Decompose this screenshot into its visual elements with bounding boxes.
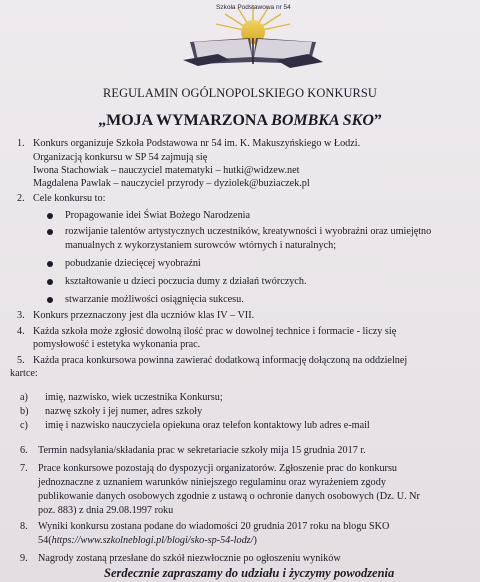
goal-bullet-5: stwarzanie możliwości osiągnięcia sukcesu. bbox=[65, 294, 244, 305]
item-4-line-2: pomysłowość i estetyka wykonania prac. bbox=[33, 339, 201, 350]
bullet-dot bbox=[47, 297, 53, 303]
bullet-dot bbox=[47, 261, 53, 267]
item-8-number: 8. bbox=[20, 521, 28, 532]
item-5-line-2: kartce: bbox=[10, 368, 38, 379]
goal-bullet-2: rozwijanie talentów artystycznych uczestników, kreatywności i wyobraźni oraz umiejętno bbox=[65, 226, 432, 237]
item-3-number: 3. bbox=[17, 310, 25, 321]
item-8-line-1: Wyniki konkursu zostana podane do wiadomości 20 grudnia 2017 roku na blogu SKO bbox=[38, 521, 390, 532]
bullet-dot bbox=[47, 213, 53, 219]
item-9-text: Nagrody zostaną przesłane do szkół niezwłocznie po ogłoszeniu wyników bbox=[38, 553, 341, 564]
item-7-line-4: poz. 883) z dnia 29.08.1997 roku bbox=[38, 505, 174, 516]
item-4-number: 4. bbox=[17, 326, 25, 337]
subitem-b-letter: b) bbox=[20, 406, 29, 417]
goal-bullet-2-cont: manualnych z wykorzystaniem surowców wtórnych i naturalnych; bbox=[65, 240, 337, 251]
item-6-text: Termin nadsyłania/składania prac w sekretariacie szkoły mija 15 grudnia 2017 r. bbox=[38, 445, 366, 456]
goal-bullet-1: Propagowanie idei Świat Bożego Narodzenia bbox=[65, 210, 251, 221]
school-book-sun-logo bbox=[178, 2, 328, 72]
item-2-label: Cele konkursu to: bbox=[33, 193, 106, 204]
item-5-number: 5. bbox=[17, 355, 25, 366]
closing-invitation: Serdecznie zapraszamy do udziału i życzymy powodzenia bbox=[104, 566, 395, 580]
item-1-line-2: Organizacją konkursu w SP 54 zajmują się bbox=[33, 152, 208, 163]
school-logo-label: Szkoła Podstawowa nr 54 bbox=[216, 4, 291, 11]
subitem-b-text: nazwę szkoły i jej numer, adres szkoły bbox=[45, 406, 203, 417]
subitem-c-letter: c) bbox=[20, 420, 28, 431]
item-1-number: 1. bbox=[17, 138, 25, 149]
subitem-c-text: imię i nazwisko nauczyciela opiekuna oraz telefon kontaktowy lub adres e-mail bbox=[45, 420, 370, 431]
item-1-line-1: Konkurs organizuje Szkoła Podstawowa nr 54 im. K. Makuszyńskiego w Łodzi. bbox=[33, 138, 361, 149]
contest-title: „MOJA WYMARZONA BOMBKA SKO” bbox=[98, 112, 382, 129]
item-7-line-2: jednoznaczne z uznaniem warunków niniejszego regulaminu oraz wyrażeniem zgody bbox=[38, 477, 386, 488]
item-1-line-4: Magdalena Pawlak – nauczyciel przyrody – dyziolek@buziaczek.pl bbox=[33, 178, 310, 189]
item-7-number: 7. bbox=[20, 463, 28, 474]
subitem-a-letter: a) bbox=[20, 392, 28, 403]
item-7-line-3: publikowanie danych osobowych zgodnie z ustawą o ochronie danych osobowych (Dz. U. Nr bbox=[38, 491, 420, 502]
item-3-text: Konkurs przeznaczony jest dla uczniów klas IV – VII. bbox=[33, 310, 255, 321]
item-9-number: 9. bbox=[20, 553, 28, 564]
blog-link[interactable]: https://www.szkolneblogi.pl/blogi/sko-sp-54-lodz/ bbox=[51, 535, 254, 546]
item-7-line-1: Prace konkursowe pozostają do dyspozycji organizatorów. Zgłoszenie prac do konkursu bbox=[38, 463, 398, 474]
bullet-dot bbox=[47, 229, 53, 235]
goal-bullet-3: pobudzanie dziecięcej wyobraźni bbox=[65, 258, 201, 269]
subitem-a-text: imię, nazwisko, wiek uczestnika Konkursu; bbox=[45, 392, 223, 403]
item-4-line-1: Każda szkoła może zgłosić dowolną ilość prac w dowolnej technice i formacie - liczy się bbox=[33, 326, 397, 337]
item-2-number: 2. bbox=[17, 193, 25, 204]
item-1-line-3: Iwona Stachowiak – nauczyciel matematyki – hutki@widzew.net bbox=[33, 165, 300, 176]
bullet-dot bbox=[47, 279, 53, 285]
item-8-line-2: 54(https://www.szkolneblogi.pl/blogi/sko-sp-54-lodz/) bbox=[38, 535, 257, 546]
item-5-line-1: Każda praca konkursowa powinna zawierać dodatkową informację dołączoną na oddzielnej bbox=[33, 355, 408, 366]
goal-bullet-4: kształtowanie u dzieci poczucia dumy z działań twórczych. bbox=[65, 276, 307, 287]
regulation-heading: REGULAMIN OGÓLNOPOLSKIEGO KONKURSU bbox=[103, 86, 377, 100]
item-6-number: 6. bbox=[20, 445, 28, 456]
